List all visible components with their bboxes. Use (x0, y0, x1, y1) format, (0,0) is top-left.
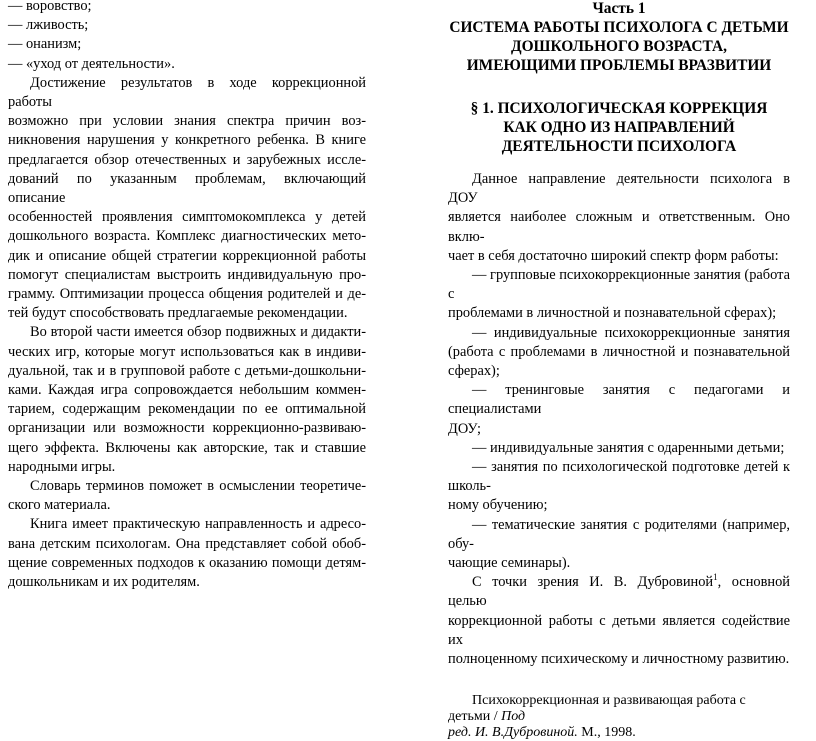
text-line: возможно при условии знания спектра причин воз- (8, 113, 366, 130)
text-line: никновения нарушения у конкретного ребенка. В книге (8, 132, 366, 149)
dash-item: — лживость; (8, 17, 89, 34)
part-label: Часть 1 (592, 0, 646, 17)
text-line: дований по указанным проблемам, включающий описание (8, 170, 366, 207)
text-line: особенностей проявления симптомокомплекса у детей (8, 209, 366, 226)
list-item: — тематические занятия с родителями (например, обу- (448, 516, 790, 552)
list-item-cont: чающие семинары). (448, 555, 571, 572)
right-page (448, 0, 790, 741)
list-item: — групповые психокоррекционные занятия (работа с (448, 267, 790, 303)
text-line: дошкольникам и их родителям. (8, 574, 200, 591)
left-page (8, 0, 366, 592)
text-line: тарием, содержащим рекомендации по ее оптимальной (8, 401, 366, 418)
text-line: ками. Каждая игра сопровождается небольшим коммен- (8, 382, 366, 399)
text-line: дик и описание общей стратегии коррекционной работы (8, 247, 366, 264)
text-line: ского материала. (8, 497, 111, 514)
text-line: дуальной, так и в групповой работе с детьми-дошкольни- (8, 362, 366, 379)
text-line: щение современных подходов к оказанию помощи детям- (8, 554, 366, 571)
list-item: — занятия по психологической подготовке детей к школь- (448, 459, 790, 495)
section-title-line: § 1. ПСИХОЛОГИЧЕСКАЯ КОРРЕКЦИЯ (470, 100, 768, 117)
closing-text: С точки зрения И. В. Дубровиной (472, 574, 714, 591)
footnote-editor: Под (501, 709, 526, 725)
spacer (448, 75, 790, 99)
list-item: — индивидуальные психокоррекционные занятия (472, 324, 790, 341)
section-title-line: ДЕЯТЕЛЬНОСТИ ПСИХОЛОГА (501, 138, 737, 155)
text-line: вана детским психологам. Она представляет собой обоб- (8, 535, 366, 552)
closing-tail: , основной целью (448, 574, 790, 610)
dash-item: — «уход от деятельности». (8, 55, 175, 72)
part-title-line: ДОШКОЛЬНОГО ВОЗРАСТА, (511, 38, 727, 55)
footnote (448, 693, 790, 741)
part-title-line: СИСТЕМА РАБОТЫ ПСИХОЛОГА С ДЕТЬМИ (449, 19, 789, 36)
text-line: является наиболее сложным и ответственным. Оно вклю- (448, 209, 790, 245)
section-title-line: КАК ОДНО ИЗ НАПРАВЛЕНИЙ (503, 119, 735, 136)
text-line: коррекционной работы с детьми является содействие их (448, 612, 790, 648)
text-line: чает в себя достаточно широкий спектр форм работы: (448, 247, 779, 264)
text-line: Во второй части имеется обзор подвижных и дидакти- (30, 324, 366, 341)
text-line: Данное направление деятельности психолога в ДОУ (448, 171, 790, 207)
list-item-cont: сферах); (448, 363, 500, 380)
text-line: Достижение результатов в ходе коррекционной работы (8, 74, 366, 111)
text-line: ческих игр, которые могут использоваться как в индиви- (8, 343, 366, 360)
list-item-cont: (работа с проблемами в личностной и познавательной (448, 343, 790, 360)
text-line: предлагается обзор отечественных и зарубежных иссле- (8, 151, 366, 168)
text-line: полноценному психическому и личностному развитию. (448, 651, 790, 668)
footnote-editor-name: ред. И. В.Дубровиной. (448, 725, 578, 741)
list-item-cont: ному обучению; (448, 497, 548, 514)
text-line: дошкольного возраста. Комплекс диагностических мето- (8, 228, 366, 245)
spacer (448, 156, 790, 170)
footnote-tail: М., 1998. (577, 725, 636, 741)
text-line: щего эффекта. Включены как авторские, так и ставшие (8, 439, 366, 456)
list-item-cont: ДОУ; (448, 420, 482, 437)
text-line: организации или возможности коррекционно-развиваю- (8, 420, 366, 437)
text-line: тей будут способствовать предлагаемые рекомендации. (8, 305, 348, 322)
text-line: Словарь терминов поможет в осмыслении теоретиче- (30, 478, 366, 495)
list-item: — индивидуальные занятия с одаренными детьми; (472, 439, 785, 456)
text-line: Книга имеет практическую направленность и адресо- (30, 516, 366, 533)
dash-item: — онанизм; (8, 36, 82, 53)
footnote-marker[interactable]: 1 (713, 572, 718, 583)
text-line: народными игры. (8, 458, 116, 475)
footnote-text: Психокоррекционная и развивающая работа с детьми / (448, 693, 746, 725)
list-item: — тренинговые занятия с педагогами и специалистами (448, 382, 790, 418)
text-line (448, 573, 790, 611)
list-item-cont: проблемами в личностной и познавательной сферах); (448, 305, 777, 322)
text-line: помогут специалистам выстроить индивидуальную про- (8, 266, 366, 283)
spacer (448, 669, 790, 693)
part-title-line: ИМЕЮЩИМИ ПРОБЛЕМЫ ВРАЗВИТИИ (466, 57, 772, 74)
text-line: грамму. Оптимизации процесса общения родителей и де- (8, 286, 366, 303)
dash-item: — воровство; (8, 0, 92, 14)
